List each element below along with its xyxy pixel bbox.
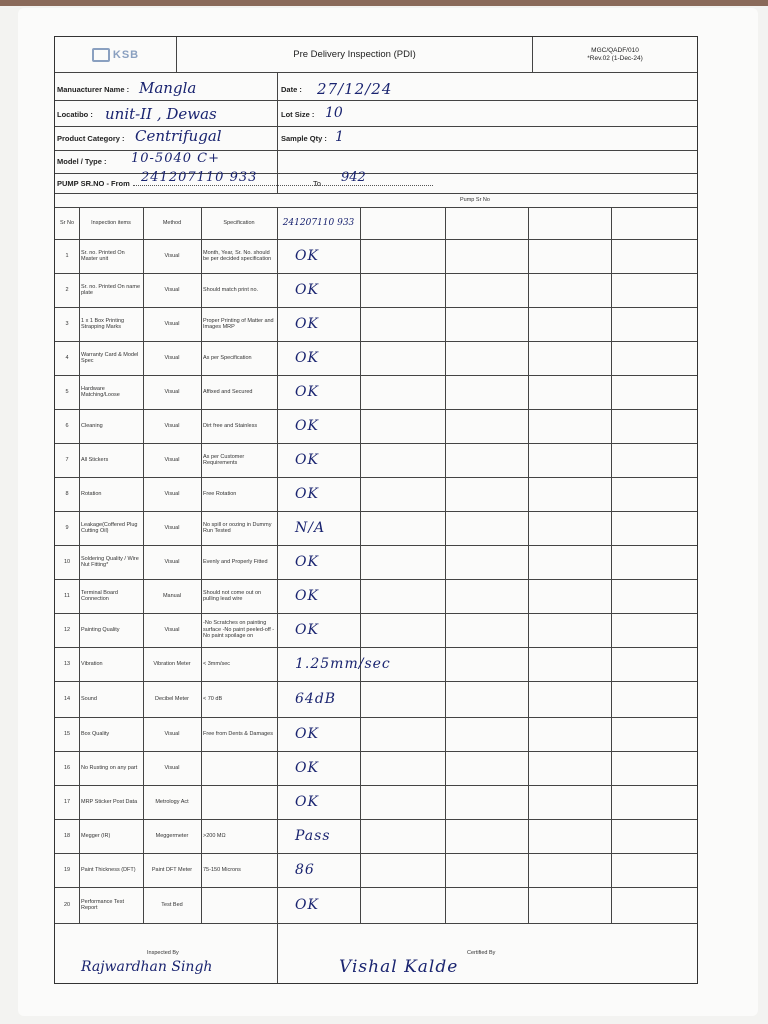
row-spec: Proper Printing of Matter and Images MRP <box>203 317 274 330</box>
row-no: 10 <box>63 558 71 565</box>
row-method: Visual <box>164 524 180 531</box>
row-no: 16 <box>63 764 71 771</box>
row-method: Visual <box>164 286 180 293</box>
row-method: Visual <box>164 626 180 633</box>
row-method: Metrology Act <box>155 798 189 805</box>
row-item: Terminal Board Connection <box>81 589 118 602</box>
row-item: Soldering Quality / Wire Nut Fitting* <box>81 555 139 568</box>
scan-top-edge <box>0 0 768 6</box>
row-result: OK <box>295 452 319 468</box>
row-spec: >200 MΩ <box>203 832 226 839</box>
row-no: 5 <box>65 388 69 395</box>
row-no: 15 <box>63 730 71 737</box>
row-method: Test Bed <box>161 901 183 908</box>
row-result: OK <box>295 486 319 502</box>
row-method: Visual <box>164 422 180 429</box>
table-header: Inspection items <box>91 219 131 226</box>
manufacturer-value: Mangla <box>139 79 197 97</box>
row-no: 13 <box>63 660 71 667</box>
row-item: Sr. no. Printed On name plate <box>81 283 141 296</box>
row-spec <box>201 785 277 819</box>
certified-signature: Vishal Kalde <box>339 957 459 977</box>
row-no: 7 <box>65 456 69 463</box>
row-result: OK <box>295 316 319 332</box>
row-result: OK <box>295 726 319 742</box>
lot-size-label: Lot Size : <box>281 110 315 119</box>
row-spec: Dirt free and Stainless <box>203 422 258 429</box>
row-result: N/A <box>295 520 326 536</box>
pump-sr-to-label: To <box>313 179 321 188</box>
date-label: Date : <box>281 85 302 94</box>
row-method: Visual <box>164 252 180 259</box>
row-item: Box Quality <box>81 730 110 737</box>
row-item: No Rusting on any part <box>81 764 138 771</box>
row-no: 18 <box>63 832 71 839</box>
row-item: Warranty Card & Model Spec <box>81 351 139 364</box>
row-no: 14 <box>63 695 71 702</box>
row-method: Visual <box>164 456 180 463</box>
row-method: Visual <box>164 490 180 497</box>
row-item: Painting Quality <box>81 626 120 633</box>
row-result: OK <box>295 282 319 298</box>
row-no: 17 <box>63 798 71 805</box>
row-no: 8 <box>65 490 69 497</box>
row-spec: < 3mm/sec <box>203 660 231 667</box>
row-spec: Should match print no. <box>203 286 259 293</box>
row-result: OK <box>295 554 319 570</box>
table-header: Method <box>162 219 182 226</box>
logo-text: KSB <box>112 48 140 61</box>
inspected-by-label: Inspected By <box>147 950 179 956</box>
row-no: 2 <box>65 286 69 293</box>
row-no: 19 <box>63 866 71 873</box>
lot-size-value: 10 <box>325 105 343 121</box>
row-item: MRP Sticker Post Data <box>81 798 138 805</box>
ksb-logo-icon <box>92 48 110 62</box>
row-spec <box>201 887 277 923</box>
row-method: Visual <box>164 730 180 737</box>
row-result: OK <box>295 248 319 264</box>
row-item: Rotation <box>81 490 102 497</box>
row-item: Paint Thickness (DFT) <box>81 866 136 873</box>
logo-cell <box>55 37 177 73</box>
category-value: Centrifugal <box>135 127 222 145</box>
row-method: Visual <box>164 558 180 565</box>
row-item: Vibration <box>81 660 103 667</box>
row-spec: Free Rotation <box>203 490 237 497</box>
row-result: OK <box>295 350 319 366</box>
row-method: Meggermeter <box>155 832 189 839</box>
row-method: Visual <box>164 320 180 327</box>
row-no: 3 <box>65 320 69 327</box>
row-method: Visual <box>164 354 180 361</box>
model-label: Model / Type : <box>57 157 107 166</box>
row-no: 6 <box>65 422 69 429</box>
row-spec: Month, Year, Sr. No. should be per decided specification <box>203 249 272 262</box>
row-item: Sound <box>81 695 97 702</box>
row-result: OK <box>295 384 319 400</box>
row-method: Visual <box>164 764 180 771</box>
pump-sr-header: Pump Sr No <box>460 197 490 203</box>
row-result: OK <box>295 897 319 913</box>
row-result: 64dB <box>295 691 337 707</box>
row-spec: As per Customer Requirements <box>203 453 245 466</box>
row-spec <box>201 751 277 785</box>
revision: *Rev.02 (1-Dec-24) <box>587 54 643 62</box>
row-result: OK <box>295 760 319 776</box>
row-result: OK <box>295 588 319 604</box>
row-spec: Free from Dents & Damages <box>203 730 273 737</box>
sample-qty-value: 1 <box>335 129 344 145</box>
row-result: OK <box>295 418 319 434</box>
first-pump-no: 241207110 933 <box>282 217 355 228</box>
row-result: Pass <box>295 828 331 844</box>
location-value: unit-II , Dewas <box>105 105 217 123</box>
row-spec: -No Scratches on painting surface -No paint peeled-off -No paint spoilage on <box>203 620 275 640</box>
row-spec: No spill or oozing in Dummy Run Tested <box>203 521 272 534</box>
row-item: Hardware Matching/Loose <box>81 385 120 398</box>
row-item: Megger (IR) <box>81 832 111 839</box>
row-item: Cleaning <box>81 422 103 429</box>
row-spec: 75-150 Microns <box>203 866 241 873</box>
sample-qty-label: Sample Qty : <box>281 134 327 143</box>
row-result: 86 <box>295 862 315 878</box>
model-value: 10-5040 C+ <box>131 151 220 166</box>
row-spec: As per Specification <box>203 354 252 361</box>
certified-by-label: Certified By <box>467 950 496 956</box>
row-method: Decibel Meter <box>155 695 189 702</box>
manufacturer-label: Manuacturer Name : <box>57 85 130 94</box>
date-value: 27/12/24 <box>317 80 393 98</box>
row-no: 1 <box>65 252 69 259</box>
row-no: 4 <box>65 354 69 361</box>
row-item: Leakage(Coffered Plug Cutting Oil) <box>81 521 138 534</box>
row-no: 9 <box>65 524 69 531</box>
row-spec: Affixed and Secured <box>203 388 253 395</box>
location-label: Locatibo : <box>57 110 93 119</box>
table-header: Specification <box>223 219 255 226</box>
row-no: 20 <box>63 901 71 908</box>
doc-code: MGC/QADF/010 <box>591 46 639 54</box>
pump-sr-label: PUMP SR.NO - From <box>57 179 130 188</box>
inspected-signature: Rajwardhan Singh <box>81 959 213 975</box>
row-no: 11 <box>64 592 70 599</box>
category-label: Product Category : <box>57 134 125 143</box>
row-no: 12 <box>63 626 71 633</box>
row-method: Manual <box>162 592 182 599</box>
row-method: Visual <box>164 388 180 395</box>
pump-sr-dotted-line <box>133 185 433 186</box>
row-result: OK <box>295 622 319 638</box>
row-item: Sr. no. Printed On Master unit <box>81 249 125 262</box>
pdi-form <box>54 36 698 984</box>
pump-sr-to: 942 <box>341 170 366 185</box>
form-title: Pre Delivery Inspection (PDI) <box>177 37 533 73</box>
row-spec: Should not come out on pulling lead wire <box>203 589 262 602</box>
table-header: Sr No <box>59 219 75 226</box>
row-item: All Stickers <box>81 456 109 463</box>
row-method: Paint DFT Meter <box>151 866 193 873</box>
row-method: Vibration Meter <box>153 660 191 667</box>
row-item: 1 x 1 Box Printing Strapping Marks <box>81 317 125 330</box>
row-item: Performance Test Report <box>81 898 125 911</box>
row-result: OK <box>295 794 319 810</box>
row-spec: < 70 dB <box>203 695 223 702</box>
row-result: 1.25mm/sec <box>295 656 391 672</box>
doc-code-cell <box>533 37 697 73</box>
row-spec: Evenly and Properly Fitted <box>203 558 268 565</box>
pump-sr-from: 241207110 933 <box>141 170 258 185</box>
